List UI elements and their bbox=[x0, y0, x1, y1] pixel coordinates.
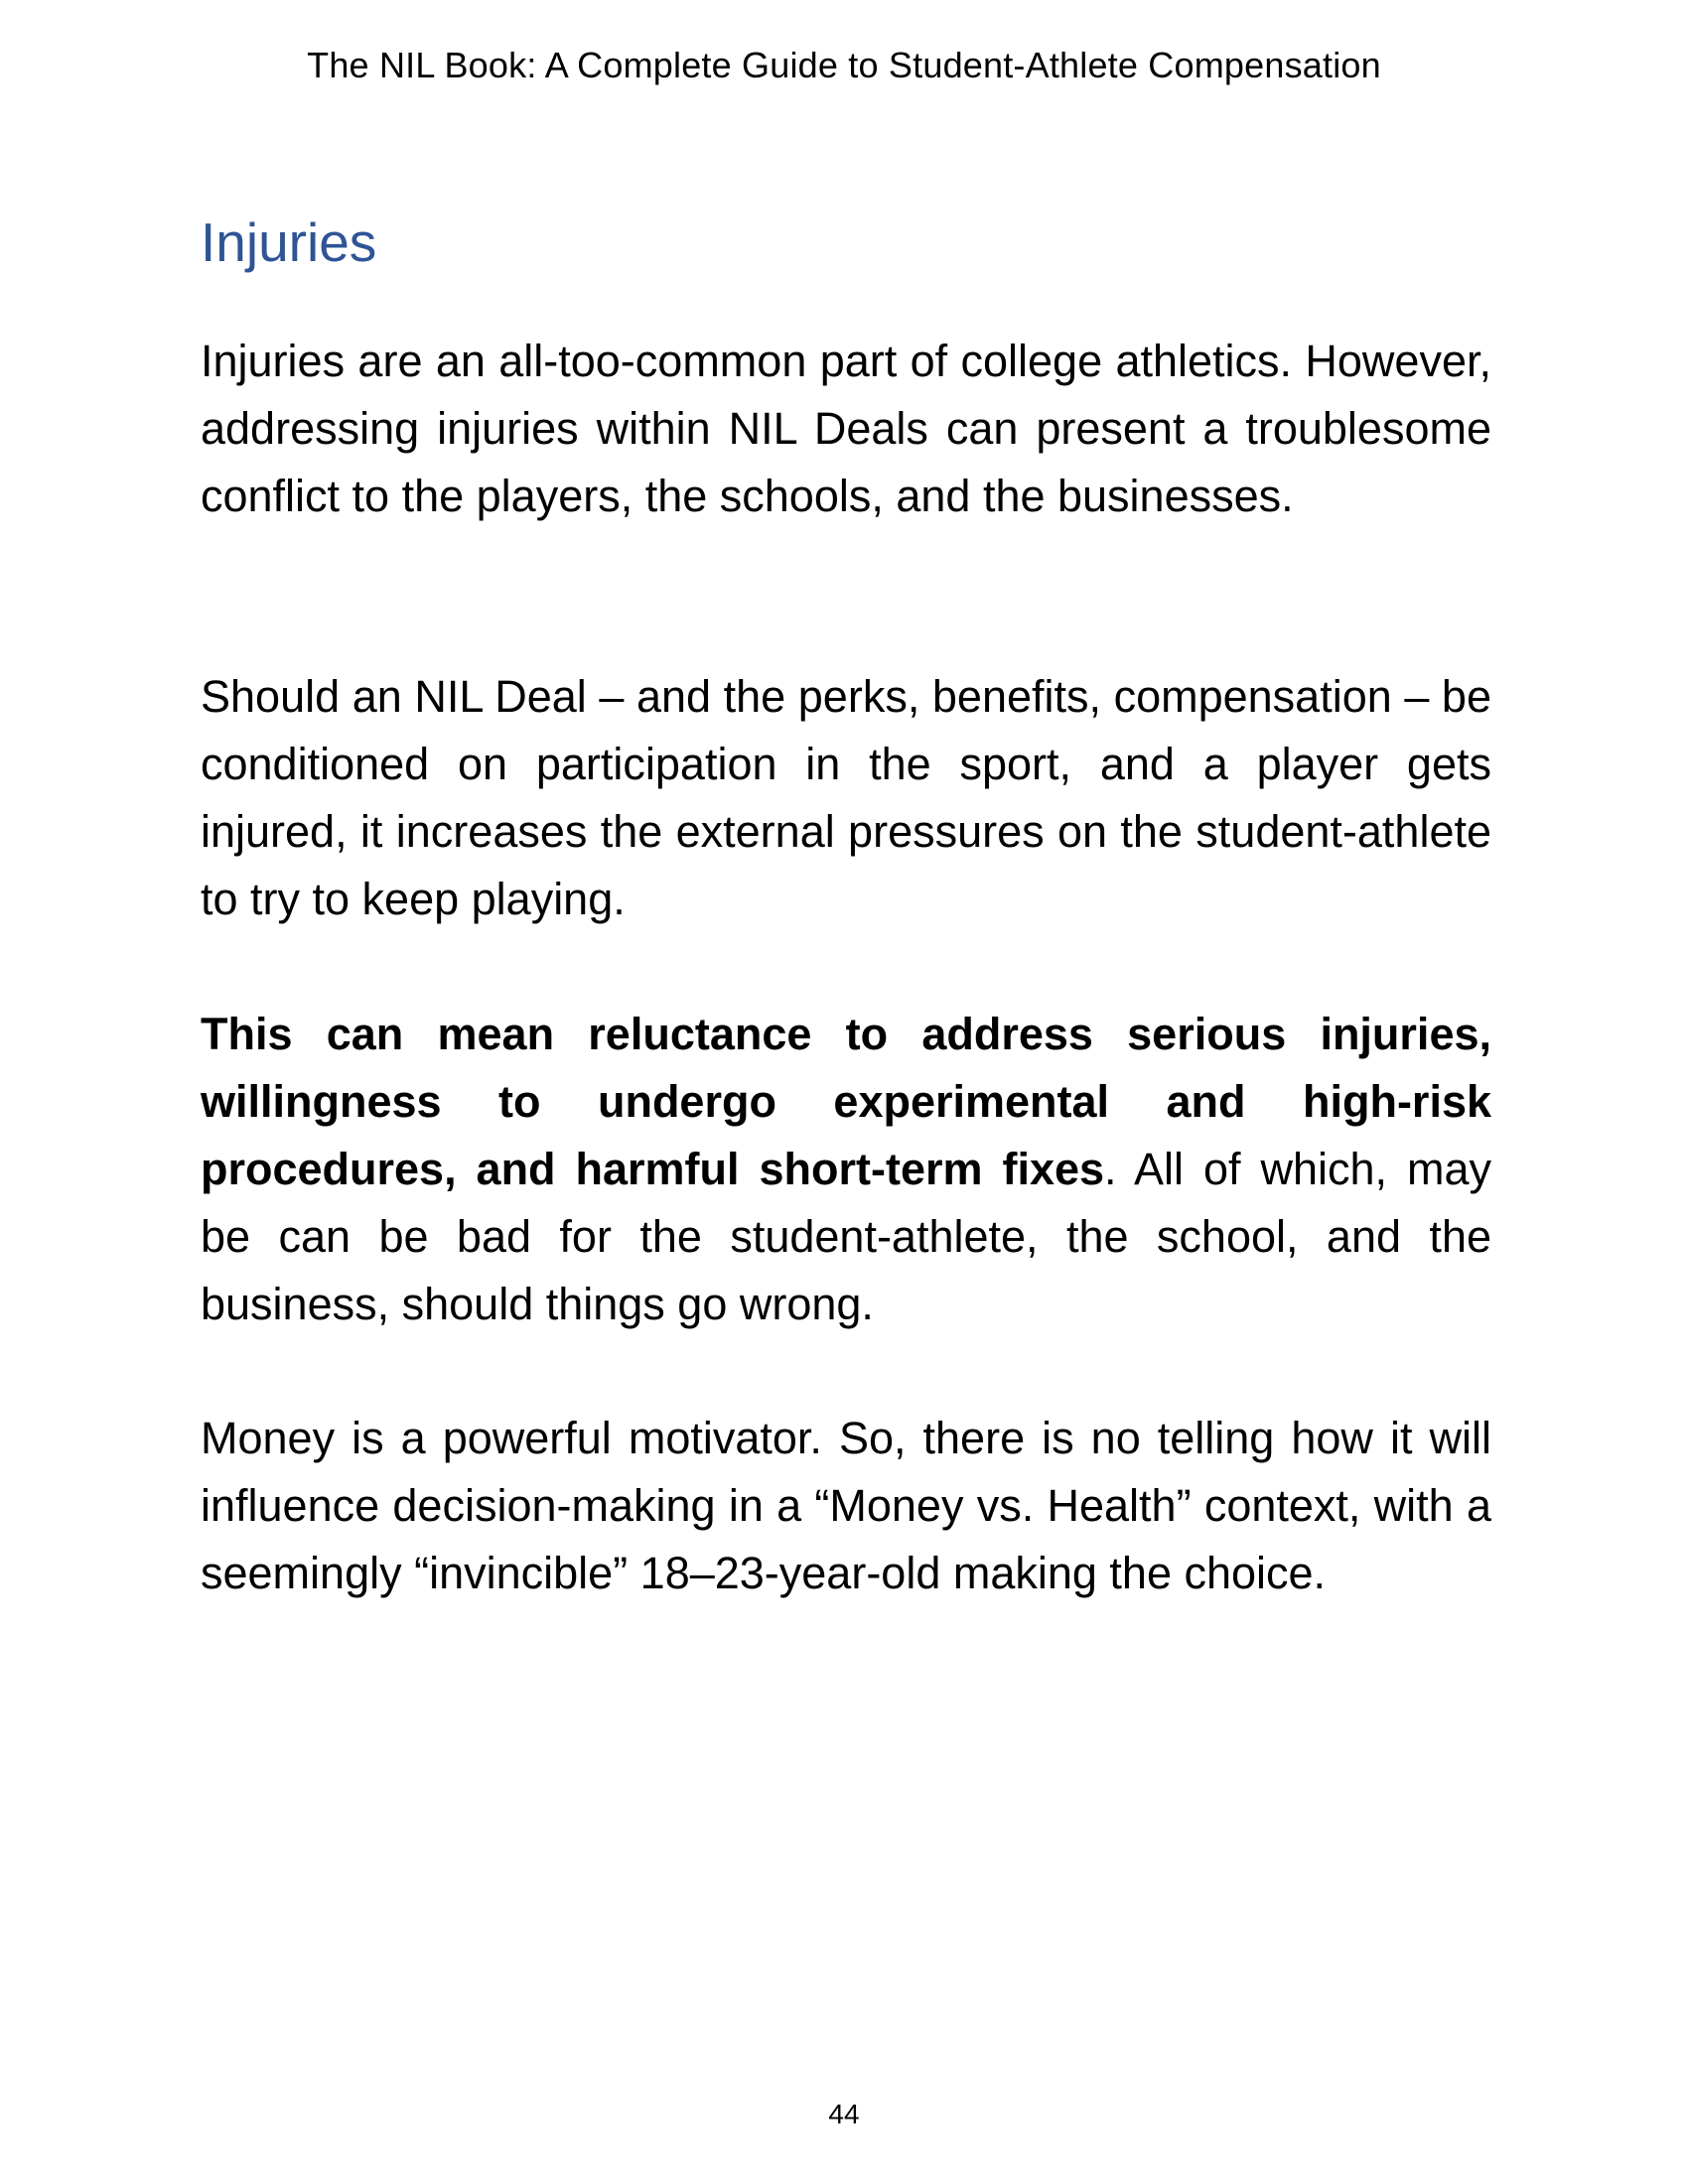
paragraph-text: Money is a powerful motivator. So, there is no telling how it will influence decision-making in a “Money vs. Health” context, with a seemingly “invincible” 18–23-year-old making the choice. bbox=[201, 1413, 1491, 1598]
page-number: 44 bbox=[828, 2099, 860, 2129]
section-heading: Injuries bbox=[201, 211, 377, 273]
paragraph-bold-text: This can mean reluctance to address serious injuries, willingness to undergo experimental and high-risk procedures, and harmful short-term fixes bbox=[201, 1009, 1491, 1194]
paragraph-text: Injuries are an all-too-common part of college athletics. However, addressing injuries within NIL Deals can present a troublesome conflict to the players, the schools, and the businesses. bbox=[201, 336, 1491, 521]
paragraph-text: Should an NIL Deal – and the perks, benefits, compensation – be conditioned on participation in the sport, and a player gets injured, it increases the external pressures on the student-athlete to try to keep playing. bbox=[201, 671, 1491, 924]
paragraph-risks bbox=[201, 1001, 1491, 1338]
paragraph-money-vs-health bbox=[201, 1405, 1491, 1607]
paragraph-text: . All of which, may be can be bad for the student-athlete, the school, and the business, should things go wrong. bbox=[201, 1144, 1491, 1329]
paragraph-conditioned-deals bbox=[201, 663, 1491, 933]
running-header: The NIL Book: A Complete Guide to Student-Athlete Compensation bbox=[307, 45, 1381, 85]
paragraph-injuries-intro bbox=[201, 328, 1491, 530]
